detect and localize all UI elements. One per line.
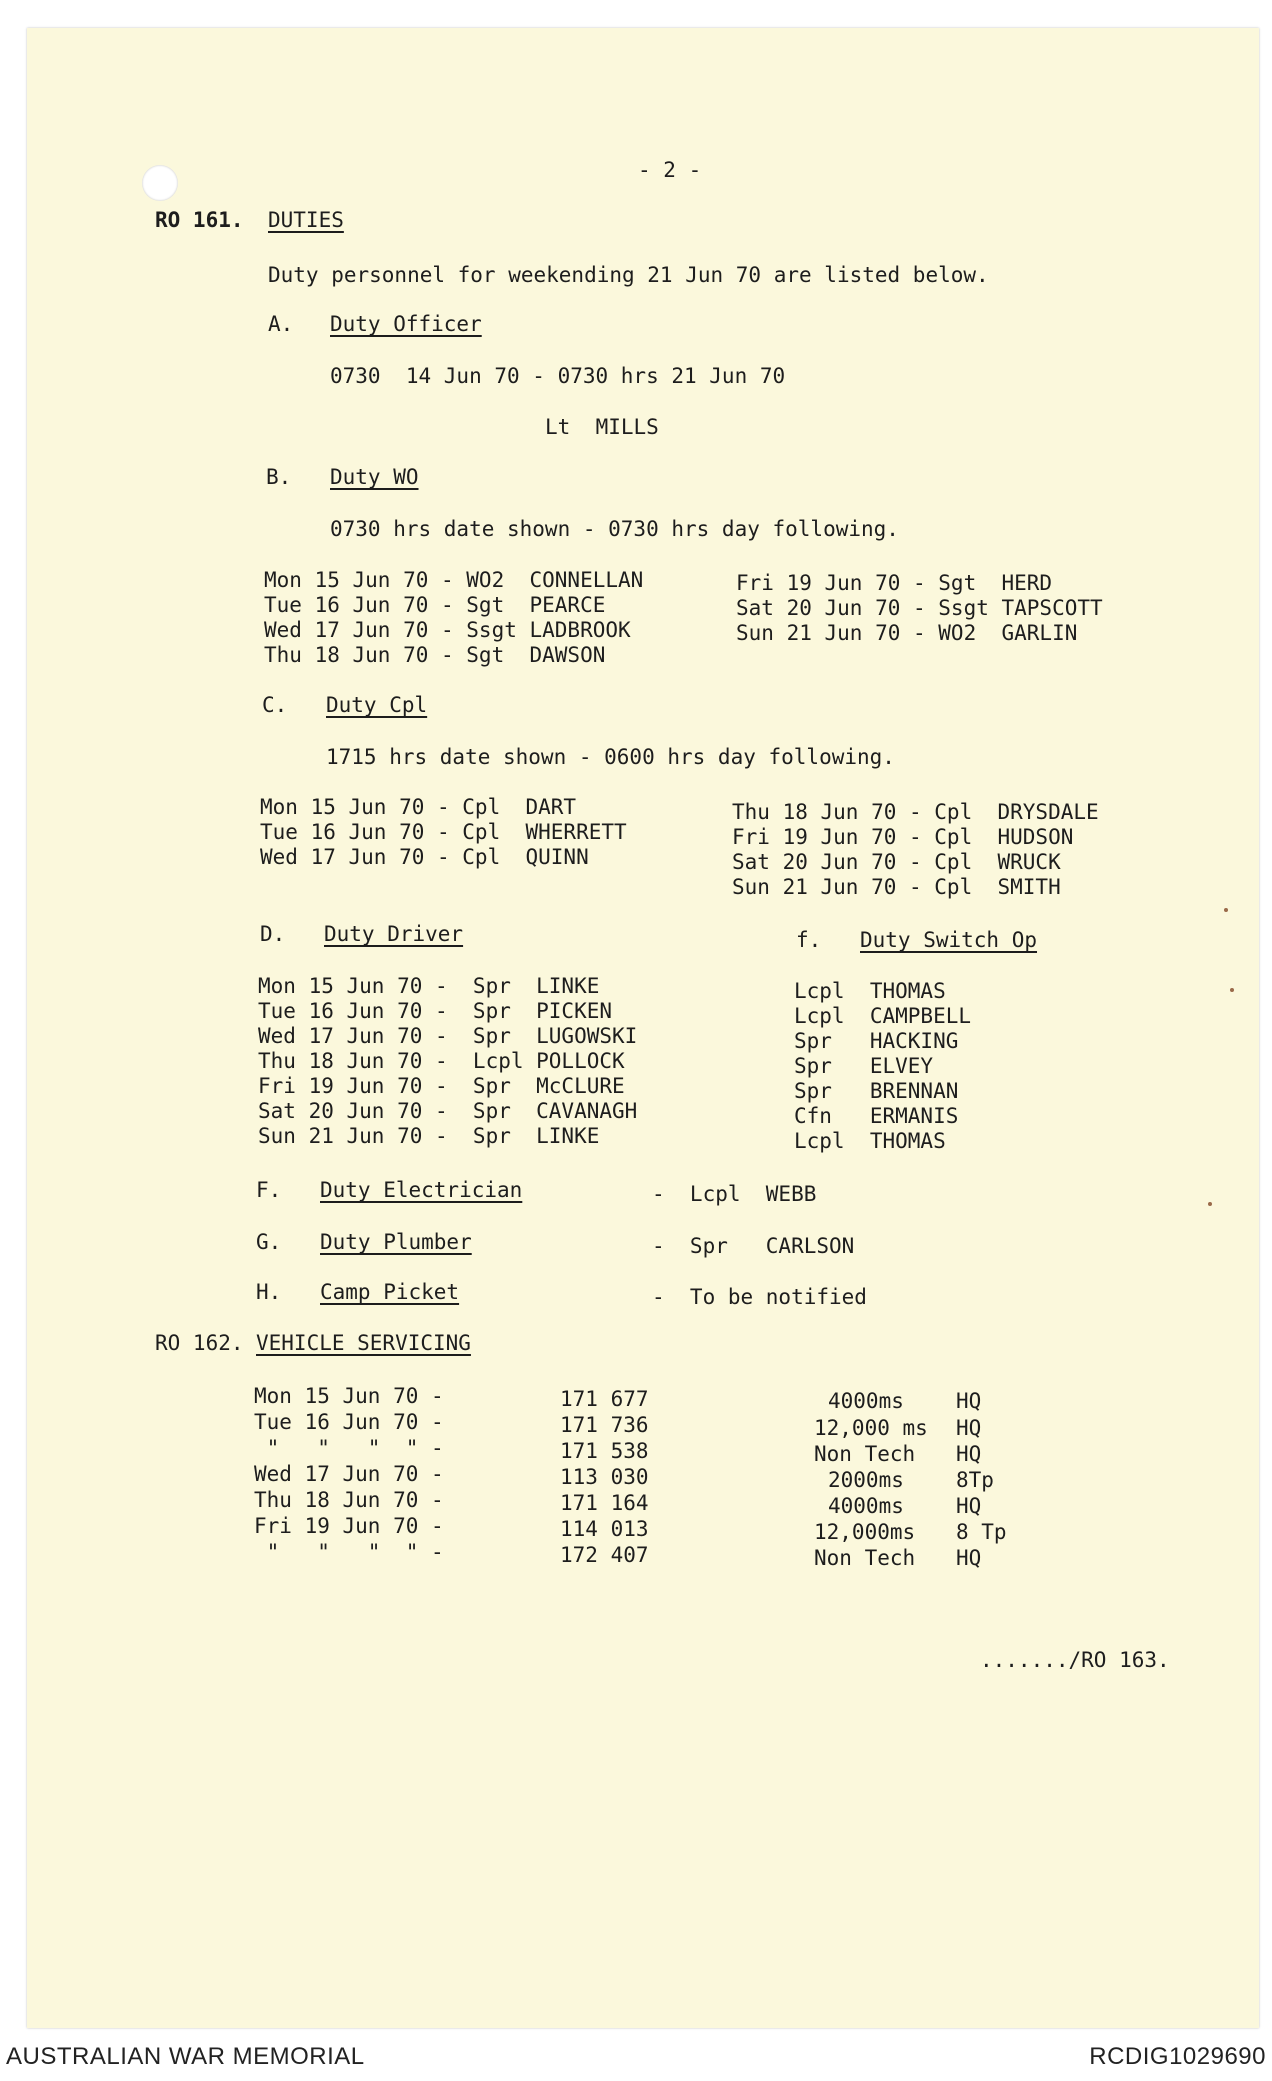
camp-picket-value: - To be notified xyxy=(652,1285,867,1309)
duty-cpl-row: Fri 19 Jun 70 - Cpl HUDSON xyxy=(732,825,1074,849)
vehicle-date: Wed 17 Jun 70 - xyxy=(254,1462,444,1486)
duties-intro: Duty personnel for weekending 21 Jun 70 are listed below. xyxy=(268,263,989,287)
duty-officer-period: 0730 14 Jun 70 - 0730 hrs 21 Jun 70 xyxy=(330,364,786,388)
vehicles-ref: RO 162. xyxy=(155,1331,244,1355)
vehicle-unit: HQ xyxy=(956,1494,982,1518)
duty-wo-row: Mon 15 Jun 70 - WO2 CONNELLAN xyxy=(264,568,644,592)
duty-driver-row: Sun 21 Jun 70 - Spr LINKE xyxy=(258,1124,600,1148)
section-switch-title: Duty Switch Op xyxy=(860,928,1038,952)
paper-speck xyxy=(1230,988,1234,992)
switch-op-row: Lcpl THOMAS xyxy=(794,979,946,1003)
duty-driver-row: Thu 18 Jun 70 - Lcpl POLLOCK xyxy=(258,1049,625,1073)
vehicle-reg: 172 407 xyxy=(560,1543,649,1567)
switch-op-row: Spr HACKING xyxy=(794,1029,959,1053)
duty-wo-hours: 0730 hrs date shown - 0730 hrs day following. xyxy=(330,517,899,541)
vehicle-unit: 8Tp xyxy=(956,1468,994,1492)
paper-speck xyxy=(1224,908,1228,912)
vehicles-heading: VEHICLE SERVICING xyxy=(256,1331,471,1355)
duty-cpl-row: Thu 18 Jun 70 - Cpl DRYSDALE xyxy=(732,800,1099,824)
duties-heading: DUTIES xyxy=(268,208,344,232)
section-a-letter: A. xyxy=(268,312,294,336)
archive-id: RCDIG1029690 xyxy=(1089,2043,1266,2070)
vehicle-reg: 171 677 xyxy=(560,1387,649,1411)
vehicle-service: 2000ms xyxy=(828,1468,904,1492)
duty-wo-row: Wed 17 Jun 70 - Ssgt LADBROOK xyxy=(264,618,631,642)
section-b-title: Duty WO xyxy=(330,465,419,489)
page-number: - 2 - xyxy=(638,158,702,182)
duty-wo-row: Tue 16 Jun 70 - Sgt PEARCE xyxy=(264,593,606,617)
duty-plumber-value: - Spr CARLSON xyxy=(652,1234,855,1258)
duty-cpl-row: Wed 17 Jun 70 - Cpl QUINN xyxy=(260,845,589,869)
switch-op-row: Cfn ERMANIS xyxy=(794,1104,959,1128)
section-g-title: Duty Plumber xyxy=(320,1230,472,1254)
switch-op-row: Spr ELVEY xyxy=(794,1054,934,1078)
duty-driver-row: Mon 15 Jun 70 - Spr LINKE xyxy=(258,974,600,998)
duty-wo-row: Sun 21 Jun 70 - WO2 GARLIN xyxy=(736,621,1078,645)
section-a-title: Duty Officer xyxy=(330,312,482,336)
duty-driver-row: Wed 17 Jun 70 - Spr LUGOWSKI xyxy=(258,1024,638,1048)
vehicle-date: " " " " - xyxy=(254,1436,444,1460)
punch-hole xyxy=(142,165,178,201)
vehicle-service: 4000ms xyxy=(828,1389,904,1413)
switch-op-row: Spr BRENNAN xyxy=(794,1079,959,1103)
vehicle-reg: 114 013 xyxy=(560,1517,649,1541)
section-h-letter: H. xyxy=(256,1280,282,1304)
section-g-letter: G. xyxy=(256,1230,282,1254)
vehicle-date: Tue 16 Jun 70 - xyxy=(254,1410,444,1434)
vehicle-reg: 113 030 xyxy=(560,1465,649,1489)
continuation-note: ......./RO 163. xyxy=(980,1648,1170,1672)
vehicle-unit: 8 Tp xyxy=(956,1520,1007,1544)
section-f-letter: F. xyxy=(256,1178,282,1202)
duty-cpl-row: Sun 21 Jun 70 - Cpl SMITH xyxy=(732,875,1061,899)
switch-op-row: Lcpl THOMAS xyxy=(794,1129,946,1153)
vehicle-service: 12,000ms xyxy=(814,1520,916,1544)
section-f-title: Duty Electrician xyxy=(320,1178,523,1202)
duty-electrician-value: - Lcpl WEBB xyxy=(652,1182,817,1206)
vehicle-date: Thu 18 Jun 70 - xyxy=(254,1488,444,1512)
vehicle-service: 12,000 ms xyxy=(814,1416,928,1440)
duty-cpl-row: Mon 15 Jun 70 - Cpl DART xyxy=(260,795,577,819)
duty-driver-row: Fri 19 Jun 70 - Spr McCLURE xyxy=(258,1074,625,1098)
vehicle-reg: 171 736 xyxy=(560,1413,649,1437)
section-d-title: Duty Driver xyxy=(324,922,464,946)
section-c-letter: C. xyxy=(262,693,288,717)
vehicle-reg: 171 538 xyxy=(560,1439,649,1463)
vehicle-date: Fri 19 Jun 70 - xyxy=(254,1514,444,1538)
duty-wo-row: Thu 18 Jun 70 - Sgt DAWSON xyxy=(264,643,606,667)
vehicle-service: Non Tech xyxy=(814,1442,916,1466)
duties-ref: RO 161. xyxy=(155,208,244,232)
duty-cpl-row: Sat 20 Jun 70 - Cpl WRUCK xyxy=(732,850,1061,874)
section-d-letter: D. xyxy=(260,922,286,946)
vehicle-date: " " " " - xyxy=(254,1540,444,1564)
section-b-letter: B. xyxy=(266,465,292,489)
duty-cpl-hours: 1715 hrs date shown - 0600 hrs day following. xyxy=(326,745,895,769)
duty-officer-name: Lt MILLS xyxy=(545,415,659,439)
document-page xyxy=(27,28,1259,2028)
duty-wo-row: Sat 20 Jun 70 - Ssgt TAPSCOTT xyxy=(736,596,1103,620)
switch-op-row: Lcpl CAMPBELL xyxy=(794,1004,972,1028)
vehicle-unit: HQ xyxy=(956,1442,982,1466)
vehicle-service: Non Tech xyxy=(814,1546,916,1570)
duty-driver-row: Sat 20 Jun 70 - Spr CAVANAGH xyxy=(258,1099,638,1123)
section-switch-letter: f. xyxy=(796,928,822,952)
duty-cpl-row: Tue 16 Jun 70 - Cpl WHERRETT xyxy=(260,820,627,844)
vehicle-reg: 171 164 xyxy=(560,1491,649,1515)
vehicle-unit: HQ xyxy=(956,1546,982,1570)
vehicle-service: 4000ms xyxy=(828,1494,904,1518)
vehicle-unit: HQ xyxy=(956,1389,982,1413)
vehicle-unit: HQ xyxy=(956,1416,982,1440)
archive-credit: AUSTRALIAN WAR MEMORIAL xyxy=(6,2043,365,2070)
vehicle-date: Mon 15 Jun 70 - xyxy=(254,1384,444,1408)
duty-wo-row: Fri 19 Jun 70 - Sgt HERD xyxy=(736,571,1053,595)
section-h-title: Camp Picket xyxy=(320,1280,460,1304)
paper-speck xyxy=(1208,1202,1212,1206)
section-c-title: Duty Cpl xyxy=(326,693,428,717)
duty-driver-row: Tue 16 Jun 70 - Spr PICKEN xyxy=(258,999,613,1023)
